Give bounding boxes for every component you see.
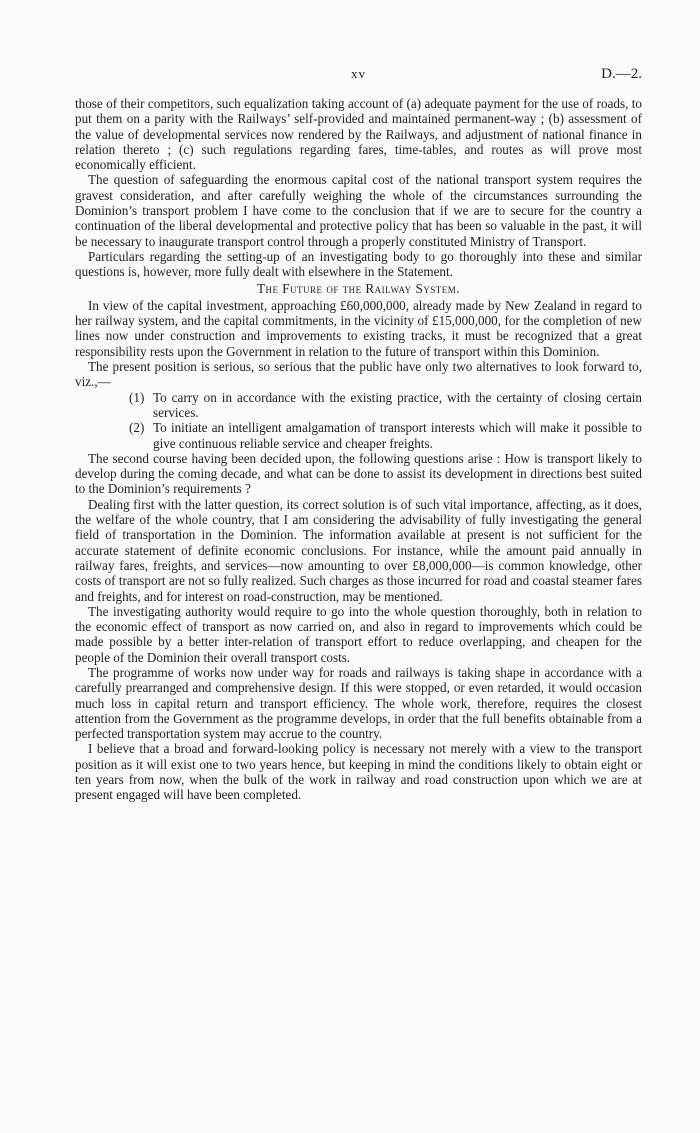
list-item: [129, 390, 642, 421]
list-text: To initiate an intelligent amalgamation of transport interests which will make it possible to give continuous reliable service and cheaper freights.: [153, 420, 642, 451]
page-number: xv: [351, 66, 366, 81]
page-header: [75, 66, 642, 96]
document-code: D.—2.: [601, 66, 642, 82]
paragraph: The programme of works now under way for roads and railways is taking shape in accordance with a carefully prearranged and comprehensive design. If this were stopped, or even retarded, it would occasion much loss in capital return and transport efficiency. The whole work, therefore, requires the closest attention from the Government as the programme develops, in order that the full benefits obtainable from a perfected transportation system may accrue to the country.: [75, 664, 642, 742]
paragraph: Dealing first with the latter question, its correct solution is of such vital importance, affecting, as it does, the welfare of the whole country, that I am considering the advisability of fully investigating the general field of transportation in the Dominion. The information available at present is not sufficient for the accurate statement of definite economic conclusions. For instance, while the amount paid annually in railway fares, freights, and services—now amounting to over £8,000,000—is common knowledge, other costs of transport are not so fully realized. Such charges as those incurred for road and coastal steamer fares and freights, and for interest on road-construction, may be mentioned.: [75, 496, 642, 604]
paragraph: those of their competitors, such equalization taking account of (a) adequate payment for the use of roads, to put them on a parity with the Railways’ self-provided and maintained permanent-way ; (b) assessment of the value of developmental services now rendered by the Railways, and adjustment of national finance in relation thereto ; (c) such regulations regarding fares, time-tables, and routes as will prove most economically efficient.: [75, 96, 642, 173]
section-heading: The Future of the Railway System.: [256, 280, 461, 296]
paragraph: The present position is serious, so serious that the public have only two alternatives to look forward to, viz.,—: [75, 359, 642, 390]
paragraph: The second course having been decided upon, the following questions arise : How is transport likely to develop during the coming decade, and what can be done to assist its development in directions best suited to the Dominion’s requirements ?: [75, 450, 642, 497]
paragraph: The question of safeguarding the enormous capital cost of the national transport system requires the gravest consideration, and after carefully weighing the whole of the circumstances surrounding the Dominion’s transport problem I have come to the conclusion that if we are to secure for the country a continuation of the liberal developmental and protective policy that has been so valuable in the past, it will be necessary to inaugurate transport control through a properly constituted Ministry of Transport.: [75, 172, 642, 249]
paragraph: In view of the capital investment, approaching £60,000,000, already made by New Zealand in regard to her railway system, and the capital commitments, in the vicinity of £15,000,000, for the completion of new lines now under construction and improvements to existing tracks, it must be recognized that a great responsibility rests upon the Government in relation to the future of transport within this Dominion.: [75, 297, 642, 359]
document-body: [75, 96, 642, 803]
paragraph: I believe that a broad and forward-looking policy is necessary not merely with a view to the transport position as it will exist one to two years hence, but keeping in mind the conditions likely to obtain eight or ten years from now, when the bulk of the work in railway and road construction upon which we are at present engaged will have been completed.: [75, 741, 642, 803]
list-number: (2): [129, 420, 145, 436]
list-item: [129, 420, 642, 451]
list-text: To carry on in accordance with the existing practice, with the certainty of closing certain services.: [153, 389, 642, 420]
paragraph: The investigating authority would require to go into the whole question thoroughly, both in relation to the economic effect of transport as now carried on, and also in regard to improvements which could be made possible by a better inter-relation of transport effort to reduce overlapping, and cheapen for the people of the Dominion their overall transport costs.: [75, 603, 642, 665]
list-number: (1): [129, 389, 145, 405]
paragraph: Particulars regarding the setting-up of an investigating body to go thoroughly into these and similar questions is, however, more fully dealt with elsewhere in the Statement.: [75, 248, 642, 280]
